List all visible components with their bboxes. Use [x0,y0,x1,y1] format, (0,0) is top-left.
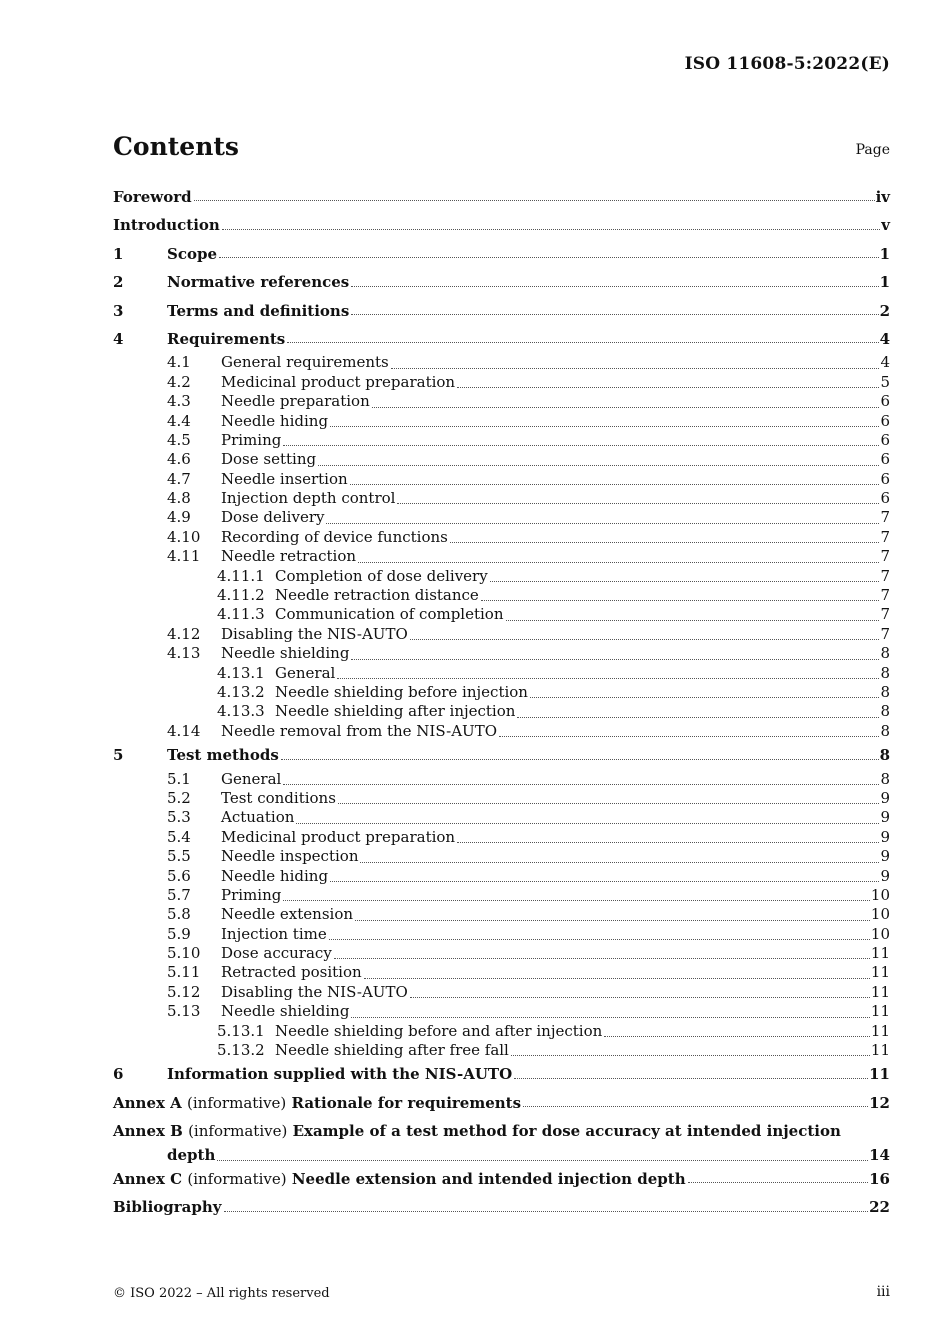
toc-entry-page: 6 [880,469,890,488]
toc-entry-page: 8 [880,663,890,682]
toc-entry-page: 8 [880,644,890,663]
leader-dots [499,736,879,737]
toc-entry-page: 11 [870,963,890,982]
toc-entry-number: 4.8 [167,489,191,508]
toc-entry-number: 5 [113,746,124,765]
leader-dots [334,958,870,959]
toc-entry-number: 4.3 [167,392,191,411]
toc-entry-number: 5.4 [167,827,191,846]
leader-dots [364,978,870,979]
page-number: iii [876,1284,890,1300]
page-column-label: Page [855,142,890,158]
toc-entry-page: 8 [880,702,890,721]
toc-entry[interactable] [113,268,890,296]
leader-dots [457,387,879,388]
leader-dots [318,465,879,466]
leader-dots [283,445,879,446]
toc-entry-title: Dose delivery [221,508,325,527]
toc-entry-number: 4 [113,329,124,348]
toc-entry-page: 4 [880,353,890,372]
toc-annex-a[interactable] [113,1089,890,1117]
leader-dots [337,678,879,679]
toc-entry-number: 4.11.3 [217,605,265,624]
toc-entry-page: 9 [880,866,890,885]
toc-entry-page: 22 [869,1193,890,1221]
toc-entry[interactable] [113,983,890,1002]
toc-entry-page: 7 [880,624,890,643]
annex-title: Needle extension and intended injection depth [291,1169,686,1188]
toc-entry-title: Needle extension [221,905,354,924]
toc-entry[interactable] [113,470,890,489]
leader-dots [329,939,870,940]
toc-entry-page: 8 [880,721,890,740]
toc-entry[interactable] [113,963,890,982]
toc-entry-page: 9 [880,788,890,807]
toc-bibliography[interactable] [113,1193,890,1221]
toc-entry-title: Completion of dose delivery [275,566,488,585]
copyright-notice: © ISO 2022 – All rights reserved [113,1286,330,1301]
toc-entry-title: Needle hiding [221,866,329,885]
toc-entry-number: 4.11 [167,547,201,566]
toc-entry[interactable] [113,1002,890,1021]
toc-entry-title: Information supplied with the NIS-AUTO [167,1065,513,1084]
toc-entry[interactable] [113,567,890,586]
leader-dots [523,1106,868,1107]
toc-entry-title: Foreword [113,187,192,206]
toc-entry-title: Introduction [113,216,220,235]
leader-dots [360,862,879,863]
toc-entry-page: 8 [880,769,890,788]
toc-entry-page: 10 [870,924,890,943]
toc-entry-page: 11 [870,1021,890,1040]
toc-entry-page: v [881,211,890,239]
leader-dots [517,717,879,718]
toc-entry-title: Actuation [221,808,295,827]
toc-entry-title: Dose accuracy [221,944,332,963]
toc-entry[interactable] [113,412,890,431]
leader-dots [283,784,879,785]
table-of-contents [113,183,890,1222]
toc-entry-title: Scope [167,244,218,263]
toc-entry[interactable] [113,373,890,392]
leader-dots [351,314,878,315]
leader-dots [410,997,870,998]
toc-entry[interactable] [113,925,890,944]
toc-entry-number: 4.11.1 [217,566,265,585]
toc-entry-number: 5.12 [167,982,201,1001]
toc-entry-title: Needle hiding [221,411,329,430]
leader-dots [391,368,880,369]
toc-entry-page: 2 [880,297,890,325]
toc-entry[interactable] [113,1041,890,1060]
leader-dots [351,286,878,287]
toc-entry-number: 4.4 [167,411,191,430]
toc-entry-title: Needle shielding before and after injection [275,1021,603,1040]
toc-entry-title: Test methods [167,746,279,765]
annex-type: (informative) [188,1122,288,1141]
leader-dots [217,1160,868,1161]
toc-annex-c[interactable] [113,1165,890,1193]
toc-entry-title: Disabling the NIS-AUTO [221,624,408,643]
annex-label: Annex C [113,1169,183,1188]
toc-entry[interactable] [113,644,890,663]
toc-entry-page: 9 [880,808,890,827]
toc-entry[interactable] [113,431,890,450]
toc-entry-title: Terms and definitions [167,301,350,320]
toc-entry-number: 5.10 [167,944,201,963]
leader-dots [351,659,879,660]
toc-entry-number: 5.5 [167,847,191,866]
toc-entry-page: 5 [880,372,890,391]
toc-entry-title: Needle removal from the NIS-AUTO [221,721,498,740]
toc-entry-page: 8 [880,682,890,701]
toc-entry-title: Medicinal product preparation [221,827,456,846]
toc-entry-page: 11 [870,1002,890,1021]
toc-entry[interactable] [113,625,890,644]
leader-dots [457,842,879,843]
toc-entry[interactable] [113,886,890,905]
toc-entry-title: Needle insertion [221,469,348,488]
toc-entry-number: 4.13 [167,644,201,663]
toc-entry[interactable] [113,183,890,211]
toc-entry-title: Bibliography [113,1198,222,1217]
toc-entry[interactable] [113,211,890,239]
document-id: ISO 11608-5:2022(E) [684,54,890,74]
toc-entry-number: 4.11.2 [217,586,265,605]
toc-entry-page: 6 [880,411,890,430]
toc-entry-number: 5.11 [167,963,201,982]
toc-entry-page: 10 [870,905,890,924]
toc-entry-page: 4 [880,325,890,353]
toc-entry-page: 8 [880,741,890,769]
toc-entry-number: 5.2 [167,788,191,807]
toc-entry-number: 4.13.3 [217,702,265,721]
toc-entry-number: 5.8 [167,905,191,924]
page-title: Contents [113,132,240,161]
toc-entry-title: Needle retraction distance [275,586,479,605]
toc-entry-number: 2 [113,273,124,292]
toc-entry[interactable] [113,586,890,605]
toc-entry-title: General [221,769,282,788]
toc-entry[interactable] [113,297,890,325]
toc-entry[interactable] [113,605,890,624]
toc-entry-title: Retracted position [221,963,362,982]
toc-entry-number: 1 [113,244,124,263]
leader-dots [688,1182,869,1183]
toc-entry-page: 11 [870,1041,890,1060]
toc-entry-page: 7 [880,547,890,566]
toc-entry-page: 7 [880,508,890,527]
toc-entry[interactable] [113,1022,890,1041]
toc-entry-page: 6 [880,489,890,508]
toc-entry-page: 1 [880,268,890,296]
toc-entry-page: 12 [869,1089,890,1117]
toc-entry-page: iv [876,183,890,211]
toc-entry-title: Needle retraction [221,547,357,566]
toc-entry-title: Disabling the NIS-AUTO [221,982,408,1001]
annex-title-continued: depth [167,1145,216,1164]
toc-entry[interactable] [113,702,890,721]
toc-entry-title: Test conditions [221,788,336,807]
toc-entry-title: Priming [221,430,282,449]
toc-entry-page: 14 [869,1145,890,1164]
toc-entry[interactable] [113,325,890,353]
toc-entry-page: 7 [880,605,890,624]
toc-entry-number: 4.10 [167,527,201,546]
toc-entry-number: 5.13.2 [217,1041,265,1060]
leader-dots [219,257,879,258]
toc-entry[interactable] [113,867,890,886]
toc-entry[interactable] [113,828,890,847]
toc-entry-title: Needle shielding [221,644,350,663]
toc-entry[interactable] [113,770,890,789]
leader-dots [410,639,880,640]
toc-entry-number: 4.1 [167,353,191,372]
leader-dots [330,881,879,882]
toc-entry[interactable] [113,508,890,527]
leader-dots [283,900,870,901]
toc-entry-number: 6 [113,1065,124,1084]
leader-dots [338,803,880,804]
leader-dots [222,229,880,230]
toc-entry-title: General [275,663,336,682]
toc-entry-number: 4.2 [167,372,191,391]
leader-dots [330,426,879,427]
toc-entry[interactable] [113,905,890,924]
toc-entry-number: 4.6 [167,450,191,469]
leader-dots [194,200,875,201]
leader-dots [481,600,880,601]
toc-entry-page: 6 [880,450,890,469]
toc-entry-title: Recording of device functions [221,527,448,546]
toc-entry-title: Injection depth control [221,489,396,508]
leader-dots [514,1078,868,1079]
toc-entry-number: 5.1 [167,769,191,788]
toc-entry-number: 5.7 [167,885,191,904]
toc-entry-number: 5.13.1 [217,1021,265,1040]
toc-entry[interactable] [113,664,890,683]
toc-entry[interactable] [113,392,890,411]
toc-entry-number: 4.13.2 [217,682,265,701]
leader-dots [506,620,880,621]
toc-entry-title: Needle shielding after free fall [275,1041,509,1060]
toc-entry-page: 11 [870,944,890,963]
toc-entry-page: 7 [880,527,890,546]
toc-entry-page: 16 [869,1165,890,1193]
toc-entry-title: Needle shielding before injection [275,682,528,701]
toc-entry[interactable] [113,528,890,547]
leader-dots [358,562,879,563]
toc-entry-title: Priming [221,885,282,904]
toc-entry-page: 1 [880,240,890,268]
toc-annex-b[interactable] [113,1117,890,1145]
toc-entry[interactable] [113,547,890,566]
toc-entry[interactable] [113,808,890,827]
toc-entry-title: Needle shielding after injection [275,702,516,721]
toc-entry-page: 7 [880,566,890,585]
toc-entry-number: 4.14 [167,721,201,740]
toc-entry[interactable] [113,683,890,702]
annex-type: (informative) [187,1093,287,1112]
toc-entry-title: General requirements [221,353,389,372]
leader-dots [511,1055,870,1056]
toc-entry-page: 11 [870,982,890,1001]
toc-entry-number: 4.5 [167,430,191,449]
toc-entry-number: 5.13 [167,1002,201,1021]
leader-dots [372,407,880,408]
toc-entry-title: Medicinal product preparation [221,372,456,391]
toc-entry[interactable] [113,1060,890,1088]
toc-entry-page: 10 [870,885,890,904]
leader-dots [397,503,879,504]
toc-entry-number: 3 [113,301,124,320]
toc-entry-page: 7 [880,586,890,605]
annex-title: Rationale for requirements [291,1093,522,1112]
leader-dots [604,1036,870,1037]
toc-entry-number: 5.6 [167,866,191,885]
leader-dots [281,759,879,760]
leader-dots [326,523,879,524]
leader-dots [530,697,879,698]
leader-dots [450,542,880,543]
toc-entry[interactable] [113,450,890,469]
leader-dots [296,823,879,824]
toc-entry-page: 9 [880,827,890,846]
toc-entry-page: 6 [880,430,890,449]
leader-dots [224,1211,869,1212]
annex-title: Example of a test method for dose accuracy at intended injection [292,1122,841,1141]
annex-label: Annex A [113,1093,182,1112]
toc-entry[interactable] [113,353,890,372]
toc-entry-number: 5.9 [167,924,191,943]
toc-entry-number: 5.3 [167,808,191,827]
leader-dots [351,1017,869,1018]
toc-entry-title: Normative references [167,273,350,292]
toc-entry-title: Needle shielding [221,1002,350,1021]
toc-entry-title: Requirements [167,329,286,348]
annex-type: (informative) [187,1169,287,1188]
toc-entry-number: 4.9 [167,508,191,527]
toc-entry-page: 9 [880,847,890,866]
toc-entry-page: 11 [869,1060,890,1088]
toc-entry-number: 4.7 [167,469,191,488]
toc-entry[interactable] [113,240,890,268]
toc-entry[interactable] [113,722,890,741]
toc-entry-page: 6 [880,392,890,411]
toc-entry-title: Needle inspection [221,847,359,866]
toc-entry-number: 4.12 [167,624,201,643]
toc-annex-b-continued[interactable] [113,1146,890,1165]
leader-dots [287,342,878,343]
toc-entry[interactable] [113,741,890,769]
leader-dots [355,920,870,921]
toc-entry[interactable] [113,489,890,508]
toc-entry-title: Needle preparation [221,392,370,411]
toc-entry-number: 4.13.1 [217,663,265,682]
toc-entry[interactable] [113,847,890,866]
toc-entry[interactable] [113,944,890,963]
toc-entry-title: Injection time [221,924,327,943]
toc-entry[interactable] [113,789,890,808]
annex-label: Annex B [113,1122,183,1141]
leader-dots [490,581,880,582]
leader-dots [350,484,880,485]
toc-entry-title: Communication of completion [275,605,504,624]
toc-entry-title: Dose setting [221,450,317,469]
